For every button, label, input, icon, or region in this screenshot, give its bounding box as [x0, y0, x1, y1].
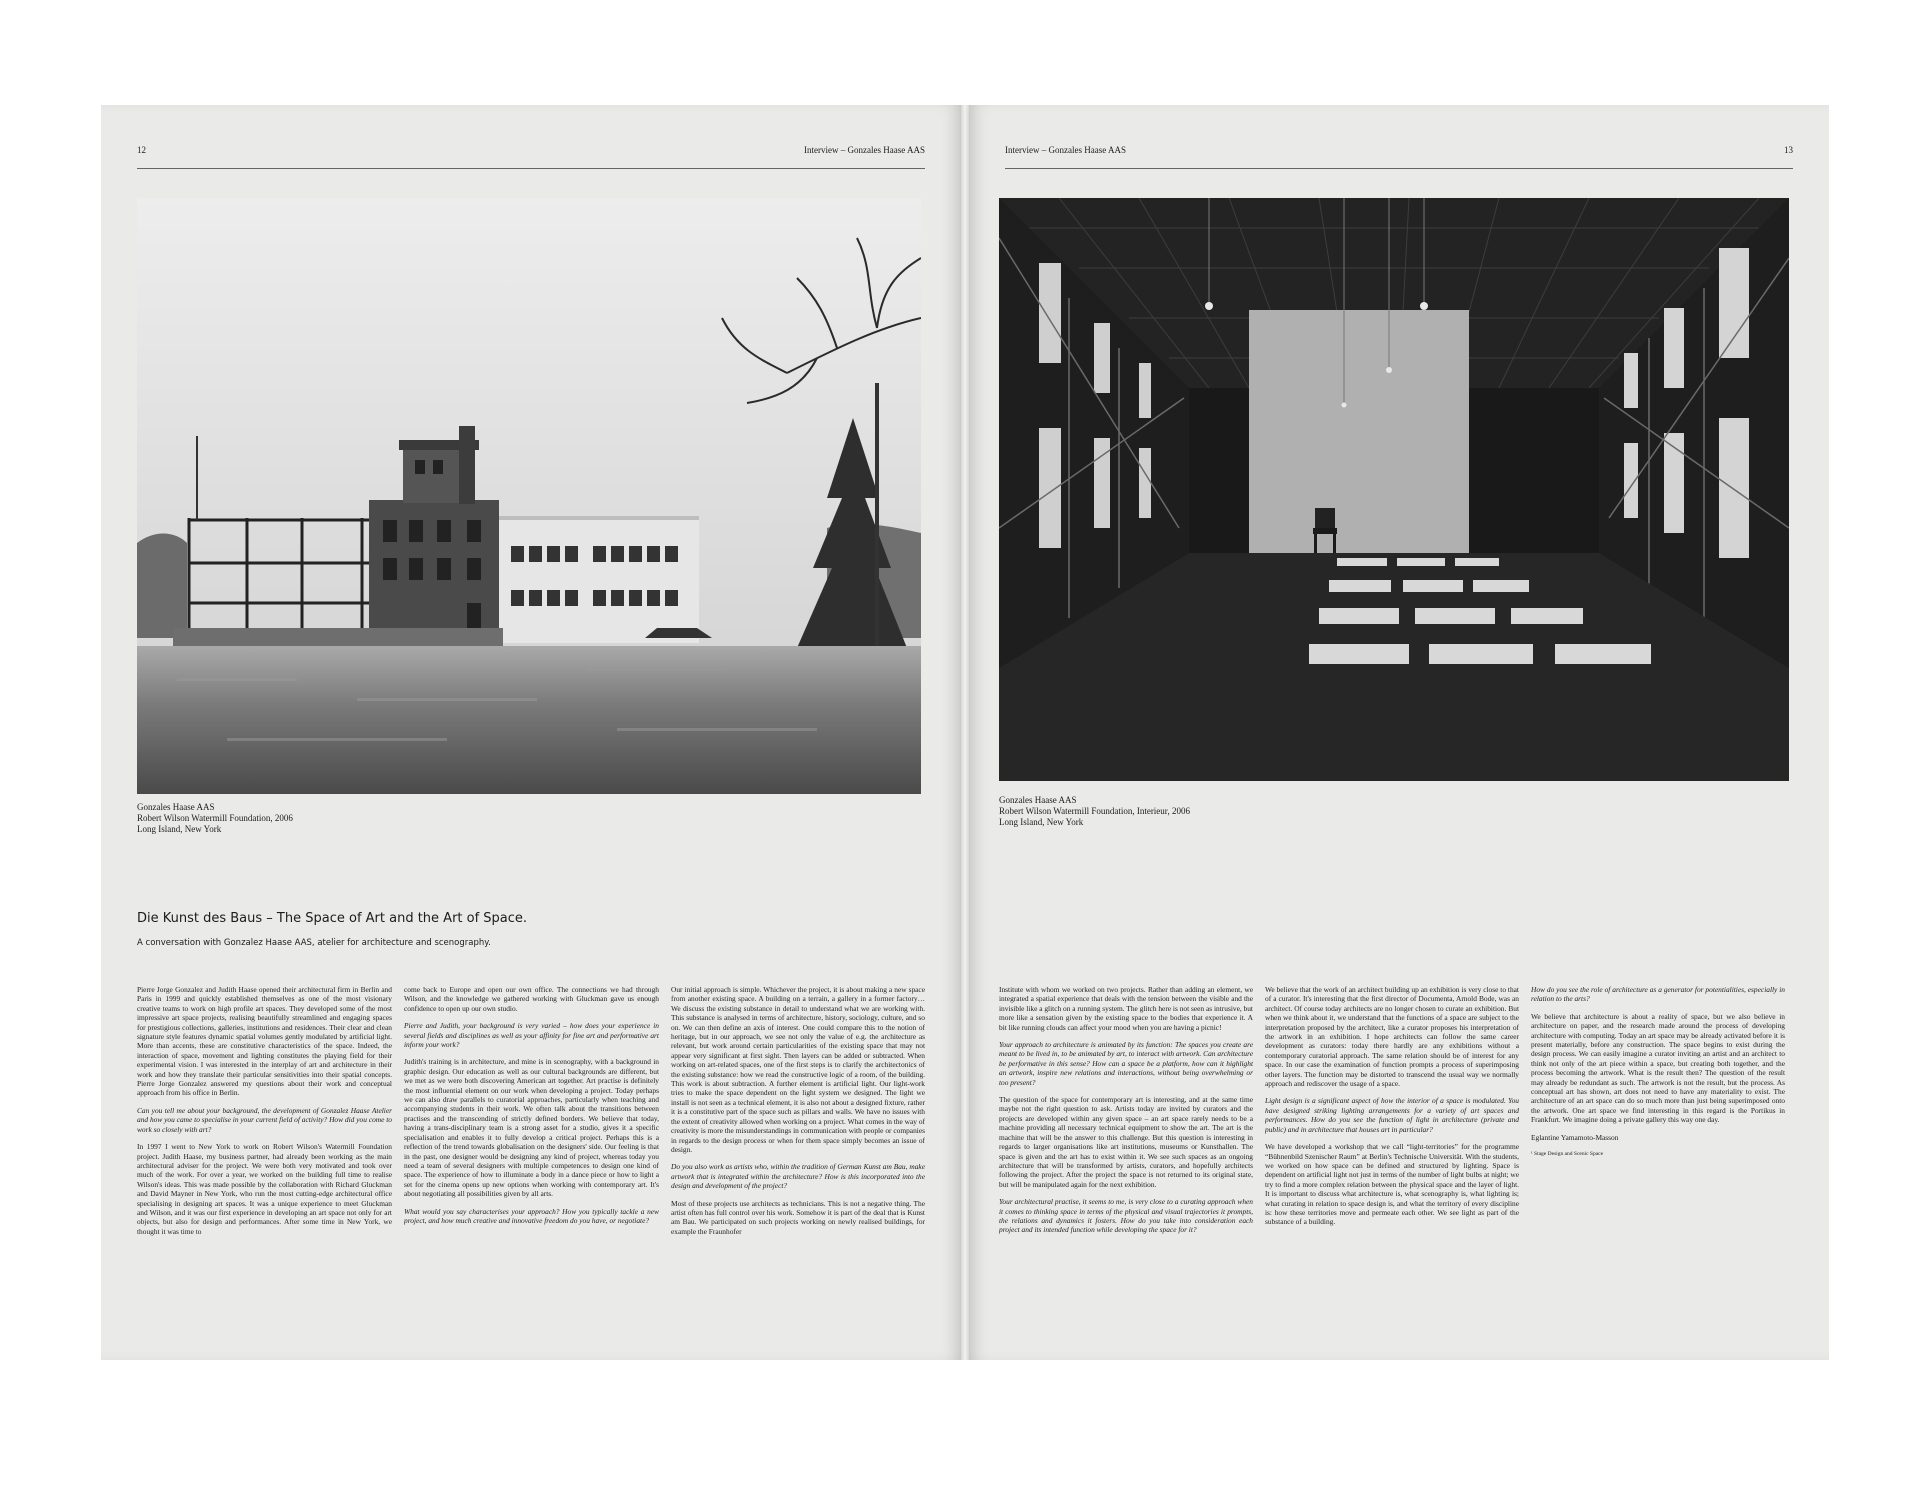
- page-number: 13: [1784, 145, 1793, 155]
- text-column-4: [999, 985, 1253, 1321]
- paragraph: In 1997 I went to New York to work on Robert Wilson's Watermill Foundation project. Judith Haase, my business partner, had already been working as the main architectural adviser for the project. We were both very motivated and took over much of the work. For over a year, we worked on the building full time to realise Wilson's ideas. This was made possible by the collaboration with Richard Gluckman and David Mayner in New York, who run the most cutting-edge architectural office specialising in designing art spaces. It was a unique experience to meet Gluckman and Wilson, and it was our first experience in developing an art space not only for art objects, but also for design and performances. After some time in New York, we thought it was time to: [137, 1142, 392, 1236]
- caption-line: Robert Wilson Watermill Foundation, Interieur, 2006: [999, 806, 1190, 816]
- paragraph: The question of the space for contemporary art is interesting, and at the same time maybe not the right question to ask. Artists today are invited by curators and the projects are developed within any given space – an art space rarely needs to be a machine providing all necessary technical equipment to show the art. The art is the machine that will be the answer to this challenge. But this question is interesting in regards to larger organisations like art institutions, museums or Kunsthallen. The space is given and the art has to exist within it. We see such spaces as an ongoing architecture that will be transformed by artists, curators, and hopefully architects following the project. After the project the space is not returned to its original state, but will be manipulated again for the next exhibition.: [999, 1095, 1253, 1189]
- paragraph: come back to Europe and open our own office. The connections we had through Wilson, and the knowledge we gathered working with Gluckman gave us enough confidence to open up our own studio.: [404, 985, 659, 1013]
- paragraph: Our initial approach is simple. Whichever the project, it is about making a new space from another existing space. A building on a terrain, a gallery in a former factory… We discuss the existing substance in detail to understand what we are working with. This substance is analysed in terms of architecture, history, sociology, culture, and so on. We can then define an axis of interest. One could compare this to the notion of heritage, but in our approach, we see not only the value of e.g. the architecture as relevant, but work around certain particularities of the existing space that may not appear very significant at first sight. Then layers can be added or subtracted. When working on art-related spaces, one of the first steps is to clarify the architectonics of the existing substance: how we read the constructive logic of a room, of the building. This work is about subtraction. A further element is artificial light. Our light-work tries to make the space dependent on the light system we designed. The light we install is not seen as a technical element, it is also not about a designed fixture, rather it is a constitutive part of the space such as pillars and walls. We have no issues with the extent of creativity allowed when working on a project. What comes in the way of creativity is more the misunderstandings in communication with people or companies in regards to the design process or when for them space simply becomes an issue of design.: [671, 985, 925, 1154]
- question-paragraph: What would you say characterises your approach? How you typically tackle a new project, and how much creative and innovative freedom do you have, or negotiate?: [404, 1206, 659, 1225]
- caption-line: Robert Wilson Watermill Foundation, 2006: [137, 813, 293, 823]
- page-number: 12: [137, 145, 146, 155]
- article-subtitle: A conversation with Gonzalez Haase AAS, atelier for architecture and scenography.: [137, 938, 491, 948]
- paragraph: We believe that architecture is about a reality of space, but we also believe in architecture on paper, and the research made around the process of developing architecture with computing. Today an art space may be already activated before it is present materially, before any construction. The space begins to exist during the design process. We can easily imagine a curator inviting an artist and an architect to think not only of the art piece within a space, but creating both together, and the process becoming the artwork. What is the result then? The question of the result may already be redundant as such. The artwork is not the result, but the process. As conceptual art has shown, art does not need to have any materiality to exist. The architecture of an art space can do so much more than just being superimposed onto the artwork. One art space we find interesting in this regard is the Portikus in Frankfurt. We imagine doing a private gallery this way one day.: [1531, 1011, 1785, 1125]
- caption-line: Gonzales Haase AAS: [999, 795, 1077, 805]
- caption-line: Gonzales Haase AAS: [137, 802, 215, 812]
- text-column-1: [137, 985, 392, 1321]
- text-column-6: [1531, 985, 1785, 1321]
- caption-line: Long Island, New York: [999, 817, 1084, 827]
- footnote: ¹ Stage Design and Scenic Space: [1531, 1151, 1604, 1158]
- right-header: [1005, 145, 1793, 163]
- question-paragraph: Do you also work as artists who, within the tradition of German Kunst am Bau, make artwork that is integrated within the architecture? How is this incorporated into the design and development of the project?: [671, 1162, 925, 1191]
- header-rule: [137, 168, 925, 169]
- running-head: Interview – Gonzales Haase AAS: [804, 145, 925, 155]
- header-rule: [1005, 168, 1793, 169]
- article-title: Die Kunst des Baus – The Space of Art and the Art of Space.: [137, 911, 528, 926]
- paragraph: Institute with whom we worked on two projects. Rather than adding an element, we integrated a spatial experience that deals with the tension between the visible and the invisible like a glitch on a running system. The glitch here is not seen as intrusive, but more like a sensation given by the existing space to the bodies that experience it. A bit like running clouds can affect your mood when you are having a picnic!: [999, 985, 1253, 1032]
- right-photo-caption: [999, 795, 1190, 828]
- left-header: [137, 145, 925, 163]
- running-head: Interview – Gonzales Haase AAS: [1005, 145, 1126, 155]
- paragraph: We believe that the work of an architect building up an exhibition is very close to that of a curator. It's interesting that the first director of Documenta, Arnold Bode, was an architect. Of course today architects are no longer chosen to curate an exhibition. But when we think about it, we understand that the functions of a space are subject to the interpretation proposed by the architect, like a curator proposes his interpretation of the artwork in an exhibition. I hope architects can follow the same career development as curators: today there hardly are any exhibitions without a contemporary curatorial approach. The same relation should be of interest for any space. In our case the examination of function prompts a process of superimposing other layers. The function may be distorted to transcend the usual way we normally approach and rediscover the usage of a space.: [1265, 985, 1519, 1089]
- paragraph: Pierre Jorge Gonzalez and Judith Haase opened their architectural firm in Berlin and Paris in 1999 and quickly established themselves as one of the most visionary creative teams to work on high profile art spaces. They developed some of the most impressive art space projects, realising beautifully streamlined and engaging spaces for prestigious collections, galleries, institutions and residences. Their clear and clean signature style features dynamic spatial volumes gently modulated by artificial light. More than accents, these are constitutive characteristics of the space. Indeed, the interaction of space, movement and lighting constitutes the playing field for their experimental vision. I was interested in the interplay of art and architecture in their work and how they translate their particular sensitivities into their spatial concepts. Pierre Jorge Gonzalez answered my questions about their work and conceptual approach from his office in Berlin.: [137, 985, 392, 1098]
- question-paragraph: Your architectural practise, it seems to me, is very close to a curating approach when it comes to thinking space in terms of the physical and visual trajectories it prompts, the relations and dynamics it fosters. How do you take into consideration each project and its intended function while developing the space for it?: [999, 1197, 1253, 1235]
- author-signature: Eglantine Yamamoto-Masson: [1531, 1132, 1619, 1142]
- right-page: [969, 105, 1829, 1360]
- question-paragraph: Light design is a significant aspect of how the interior of a space is modulated. You have designed striking lighting arrangements for a variety of art spaces and performances. How do you see the function of light in architecture (private and public) and in architecture that houses art in particular?: [1265, 1096, 1519, 1134]
- caption-line: Long Island, New York: [137, 824, 222, 834]
- text-column-3: [671, 985, 925, 1321]
- left-page: [101, 105, 961, 1360]
- left-photo-caption: [137, 802, 293, 835]
- interior-space-photo: [999, 198, 1789, 781]
- question-paragraph: Your approach to architecture is animated by its function: The spaces you create are meant to be lived in, to be animated by art, to interact with artwork. Can architecture be performative in this sense? How can a space be a platform, how can it highlight an artwork, inspire new relations and interactions, without being overwhelming or too present?: [999, 1040, 1253, 1087]
- question-paragraph: Pierre and Judith, your background is very varied – how does your experience in several fields and disciplines as well as your affinity for fine art and performative art inform your work?: [404, 1021, 659, 1050]
- paragraph: We have developed a workshop that we call “light-territories” for the programme “Bühnenbild Szenischer Raum” at Berlin's Technische Universität. With the students, we worked on how space can be defined and structured by lighting. Space is dependent on artificial light not just in terms of the number of light bulbs at night; we try to find a more complex relation between the physical space and the layer of light. It is important to discuss what architecture is, what scenography is, what lighting is; what curating in relation to space design is, and what the territory of every discipline is: how these territories move and permeate each other. We see light as part of the substance of a building.: [1265, 1142, 1519, 1227]
- question-paragraph: How do you see the role of architecture as a generator for potentialities, especially in relation to the arts?: [1531, 985, 1785, 1004]
- text-column-5: [1265, 985, 1519, 1321]
- question-paragraph: Can you tell me about your background, the development of Gonzalez Haase Atelier and how you came to specialise in your current field of activity? How did you come to work so closely with art?: [137, 1105, 392, 1134]
- paragraph: Judith's training is in architecture, and mine is in scenography, with a background in graphic design. Our education as well as our cultural backgrounds are different, but we met as we were both discovering American art together. Art practise is definitely the most influential element on our work when developing a project. Today perhaps we can also draw parallels to curatorial approaches, particularly when teaching and accompanying students in their work. We often talk about the transitions between practises and the transcending of strictly defined borders. We believe that today, having a trans-disciplinary team is a strong asset for a studio, gives it a specific specialisation and enables it to fully develop a critical project. Perhaps this is a reflection of the trend towards globalisation on the designers' side. Our feeling is that in the past, one designer would be designing any kind of project, whereas today you need a team of several designers with multiple competences to design one kind of space. The experience of how to illuminate a body in a dance piece or how to light a set for the cinema opens up new options when working with contemporary art. It's about negotiating all possibilities given by all arts.: [404, 1057, 659, 1199]
- text-column-2: [404, 985, 659, 1321]
- exterior-building-photo: [137, 198, 921, 794]
- paragraph: Most of these projects use architects as technicians. This is not a negative thing. The artist often has full control over his work. Somehow it is part of the deal that is Kunst am Bau. We participated on such projects working on newly realised buildings, for example the Fraunhofer: [671, 1198, 925, 1236]
